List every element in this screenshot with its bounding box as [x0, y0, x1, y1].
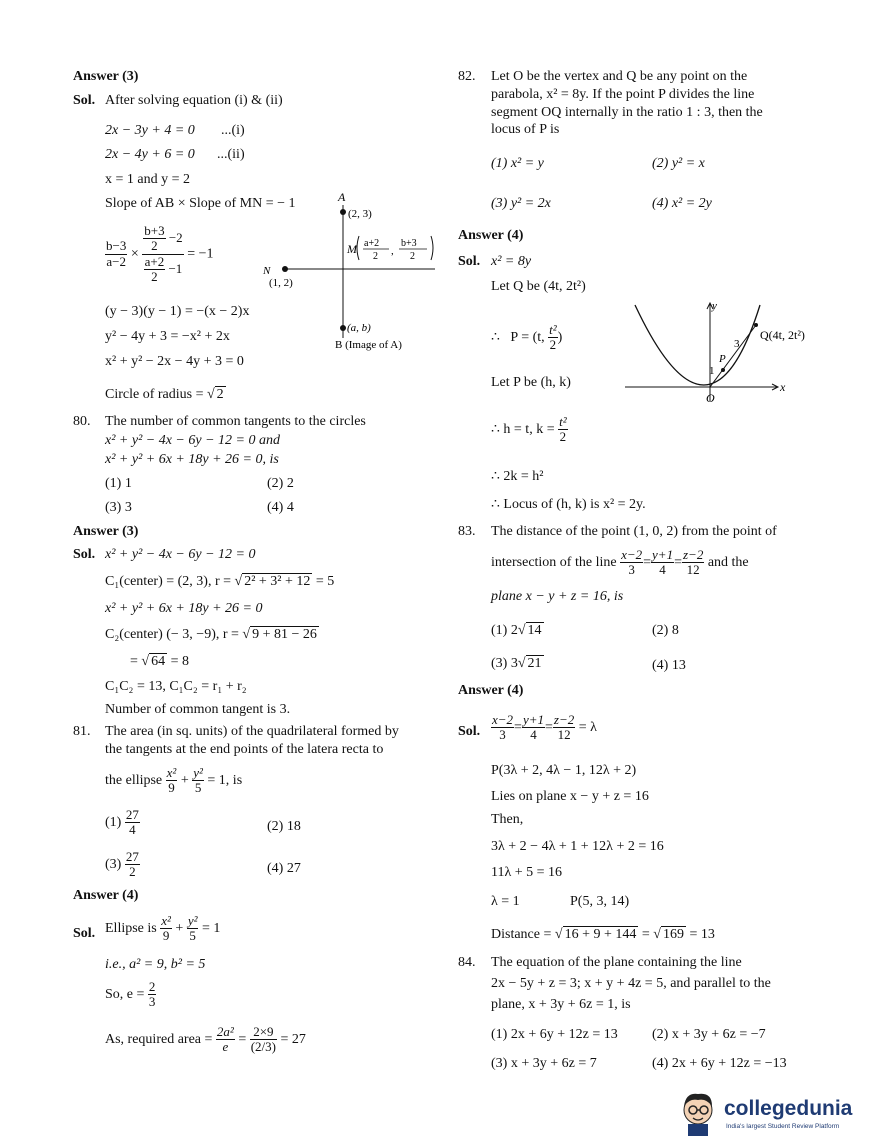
math-line: P(5, 3, 14) — [570, 894, 630, 909]
equation-tag: ...(i) — [221, 123, 245, 138]
label-b-caption: B (Image of A) — [335, 339, 402, 351]
reflection-diagram — [255, 190, 455, 360]
label-b-point: (a, b) — [347, 322, 371, 334]
parabola-diagram — [620, 295, 830, 410]
math-line: Let Q be (4t, 2t²) — [491, 279, 586, 294]
collegedunia-logo — [676, 1088, 866, 1138]
question-number: 80. — [73, 414, 91, 429]
svg-text:b+3: b+3 — [401, 238, 417, 249]
question-text: x² + y² − 4x − 6y − 12 = 0 and — [105, 433, 280, 448]
math-line: x² + y² + 6x + 18y + 26 = 0 — [105, 601, 263, 616]
math-line: As, required area = $\frac{\text{2a²}}{e}$ = $\frac{2\times 9}{(2/3)}$ = 27 — [105, 1024, 306, 1055]
question-text: plane x − y + z = 16, is — [491, 589, 624, 604]
ratio-1: 1 — [709, 365, 715, 377]
sol-text: After solving equation (i) & (ii) — [105, 93, 283, 108]
option: (3) 3 — [105, 500, 132, 515]
label-m: M — [347, 242, 357, 256]
option: (4) x² = 2y — [652, 196, 712, 211]
math-line: C₁(center) = (2, 3), r = √ 2² + 3² + 12 = 5 — [105, 574, 335, 589]
math-line: x = 1 and y = 2 — [105, 172, 191, 187]
equation-tag: ...(ii) — [217, 147, 245, 162]
option: (2) y² = x — [652, 156, 705, 171]
sol-label: Sol. — [458, 254, 481, 269]
answer-81: Answer (4) — [73, 888, 139, 903]
axis-x-label: x — [780, 380, 786, 394]
svg-text:2: 2 — [373, 251, 378, 262]
option: (1) x² = y — [491, 156, 544, 171]
fraction: $\frac{b+3}{2}$ −2 $\frac{a+2}{2}$ −1 — [144, 223, 183, 284]
slope-equation: $\frac{b-3}{a-2}$ × $\frac{b+3}{2}$ −2 $\frac{a+2}{2}$ −1 = −1 — [106, 223, 214, 284]
math-line: C₁C₂ = 13, C₁C₂ = r₁ + r₂ — [105, 679, 247, 694]
question-number: 83. — [458, 524, 476, 539]
math-line: ∴ P = (t, $\frac{\text{t²}}{2}$ ) — [491, 322, 563, 353]
ratio-3: 3 — [734, 338, 740, 350]
math-line: Number of common tangent is 3. — [105, 702, 291, 717]
question-text: parabola, x² = 8y. If the point P divides the line — [491, 87, 755, 102]
math-line: $\frac{x-2}{3}$ = $\frac{y+1}{4}$ = $\frac{z-2}{12}$ = λ — [492, 712, 597, 743]
point-b — [340, 325, 346, 331]
svg-text:2: 2 — [410, 251, 415, 262]
logo-name: collegedunia — [724, 1097, 853, 1120]
math-line: Lies on plane x − y + z = 16 — [491, 789, 649, 804]
label-a-point: (2, 3) — [348, 208, 372, 220]
option: (4) 27 — [267, 861, 301, 876]
question-text: The distance of the point (1, 0, 2) from the point of — [491, 524, 777, 539]
answer-82: Answer (4) — [458, 228, 524, 243]
sol-label: Sol. — [73, 93, 96, 108]
sol-label: Sol. — [458, 724, 481, 739]
math-line: = √ 64 = 8 — [130, 654, 189, 669]
question-text: the ellipse $\frac{\text{x²}}{9}$ + $\frac{\text{y²}}{5}$ = 1, is — [105, 765, 243, 796]
equation-2: 2x − 4y + 6 = 0 — [105, 147, 195, 162]
question-text: intersection of the line $\frac{x-2}{3}$ = $\frac{y+1}{4}$ = $\frac{z-2}{12}$ and the — [491, 547, 749, 578]
axis-y-label: y — [712, 300, 717, 312]
math-line: Let P be (h, k) — [491, 375, 571, 390]
point-p-label: P — [719, 353, 726, 365]
answer-79: Answer (3) — [73, 69, 139, 84]
option: (2) x + 3y + 6z = −7 — [652, 1027, 766, 1042]
option: (1) $\frac{27}{4}$ — [105, 807, 139, 838]
point-n — [282, 266, 288, 272]
math-line: Circle of radius = √ 2 — [105, 387, 224, 402]
question-text: 2x − 5y + z = 3; x + y + 4z = 5, and parallel to the — [491, 976, 771, 991]
option: (1) 2√ 14 — [491, 623, 542, 638]
label-a: A — [338, 190, 346, 204]
question-text: locus of P is — [491, 122, 560, 137]
math-line: x² + y² − 4x − 6y − 12 = 0 — [105, 547, 256, 562]
option: (3) x + 3y + 6z = 7 — [491, 1056, 597, 1071]
question-number: 81. — [73, 724, 91, 739]
answer-80: Answer (3) — [73, 524, 139, 539]
math-line: Then, — [491, 812, 524, 827]
label-n-point: (1, 2) — [269, 277, 293, 289]
question-number: 84. — [458, 955, 476, 970]
equation-1: 2x − 3y + 4 = 0 — [105, 123, 195, 138]
question-number: 82. — [458, 69, 476, 84]
math-line: y² − 4y + 3 = −x² + 2x — [105, 329, 230, 344]
math-line: Distance = √ 16 + 9 + 144 = √ 169 = 13 — [491, 927, 715, 942]
question-text: The area (in sq. units) of the quadrilateral formed by — [105, 724, 399, 739]
question-text: The equation of the plane containing the line — [491, 955, 742, 970]
option: (4) 13 — [652, 658, 686, 673]
logo-tagline: India's largest Student Review Platform — [726, 1123, 840, 1130]
svg-text:a+2: a+2 — [364, 238, 380, 249]
question-text: plane, x + 3y + 6z = 1, is — [491, 997, 631, 1012]
question-text: segment OQ internally in the ratio 1 : 3, then the — [491, 105, 763, 120]
option: (2) 2 — [267, 476, 294, 491]
math-line: ∴ h = t, k = $\frac{\text{t²}}{2}$ — [491, 414, 567, 445]
math-line: i.e., a² = 9, b² = 5 — [105, 957, 206, 972]
fraction: $\frac{b-3}{a-2}$ — [106, 238, 127, 269]
sol-label: Sol. — [73, 547, 96, 562]
option: (3) y² = 2x — [491, 196, 551, 211]
math-line: λ = 1 — [491, 894, 520, 909]
math-line: Ellipse is $\frac{\text{x²}}{9}$ + $\frac{\text{y²}}{5}$ = 1 — [105, 913, 221, 944]
math-line: x² = 8y — [491, 254, 532, 269]
question-text: The number of common tangents to the circles — [105, 414, 366, 429]
origin-label: O — [706, 391, 715, 405]
option: (3) 3√ 21 — [491, 656, 542, 671]
option: (4) 4 — [267, 500, 294, 515]
math-line: ∴ Locus of (h, k) is x² = 2y. — [491, 497, 646, 512]
math-line: So, e = $\frac{2}{3}$ — [105, 979, 156, 1010]
math-line: 3λ + 2 − 4λ + 1 + 12λ + 2 = 16 — [491, 839, 664, 854]
question-text: the tangents at the end points of the latera recta to — [105, 742, 384, 757]
question-text: x² + y² + 6x + 18y + 26 = 0, is — [105, 452, 279, 467]
answer-83: Answer (4) — [458, 683, 524, 698]
point-a — [340, 209, 346, 215]
option: (1) 2x + 6y + 12z = 13 — [491, 1027, 618, 1042]
math-line: ∴ 2k = h² — [491, 469, 544, 484]
point-q-label: Q(4t, 2t²) — [760, 328, 805, 342]
math-line: x² + y² − 2x − 4y + 3 = 0 — [105, 354, 244, 369]
question-text: Let O be the vertex and Q be any point on the — [491, 69, 748, 84]
math-line: P(3λ + 2, 4λ − 1, 12λ + 2) — [491, 763, 637, 778]
svg-text:,: , — [391, 245, 394, 257]
math-line: Slope of AB × Slope of MN = − 1 — [105, 196, 296, 211]
option: (4) 2x + 6y + 12z = −13 — [652, 1056, 787, 1071]
math-line: (y − 3)(y − 1) = −(x − 2)x — [105, 304, 250, 319]
option: (2) 8 — [652, 623, 679, 638]
option: (3) $\frac{27}{2}$ — [105, 849, 139, 880]
label-n: N — [263, 265, 271, 277]
option: (1) 1 — [105, 476, 132, 491]
sol-label: Sol. — [73, 926, 96, 941]
option: (2) 18 — [267, 819, 301, 834]
math-line: 11λ + 5 = 16 — [491, 865, 563, 880]
mascot-icon — [676, 1088, 720, 1138]
math-line: C₂(center) (− 3, −9), r = √ 9 + 81 − 26 — [105, 627, 317, 642]
